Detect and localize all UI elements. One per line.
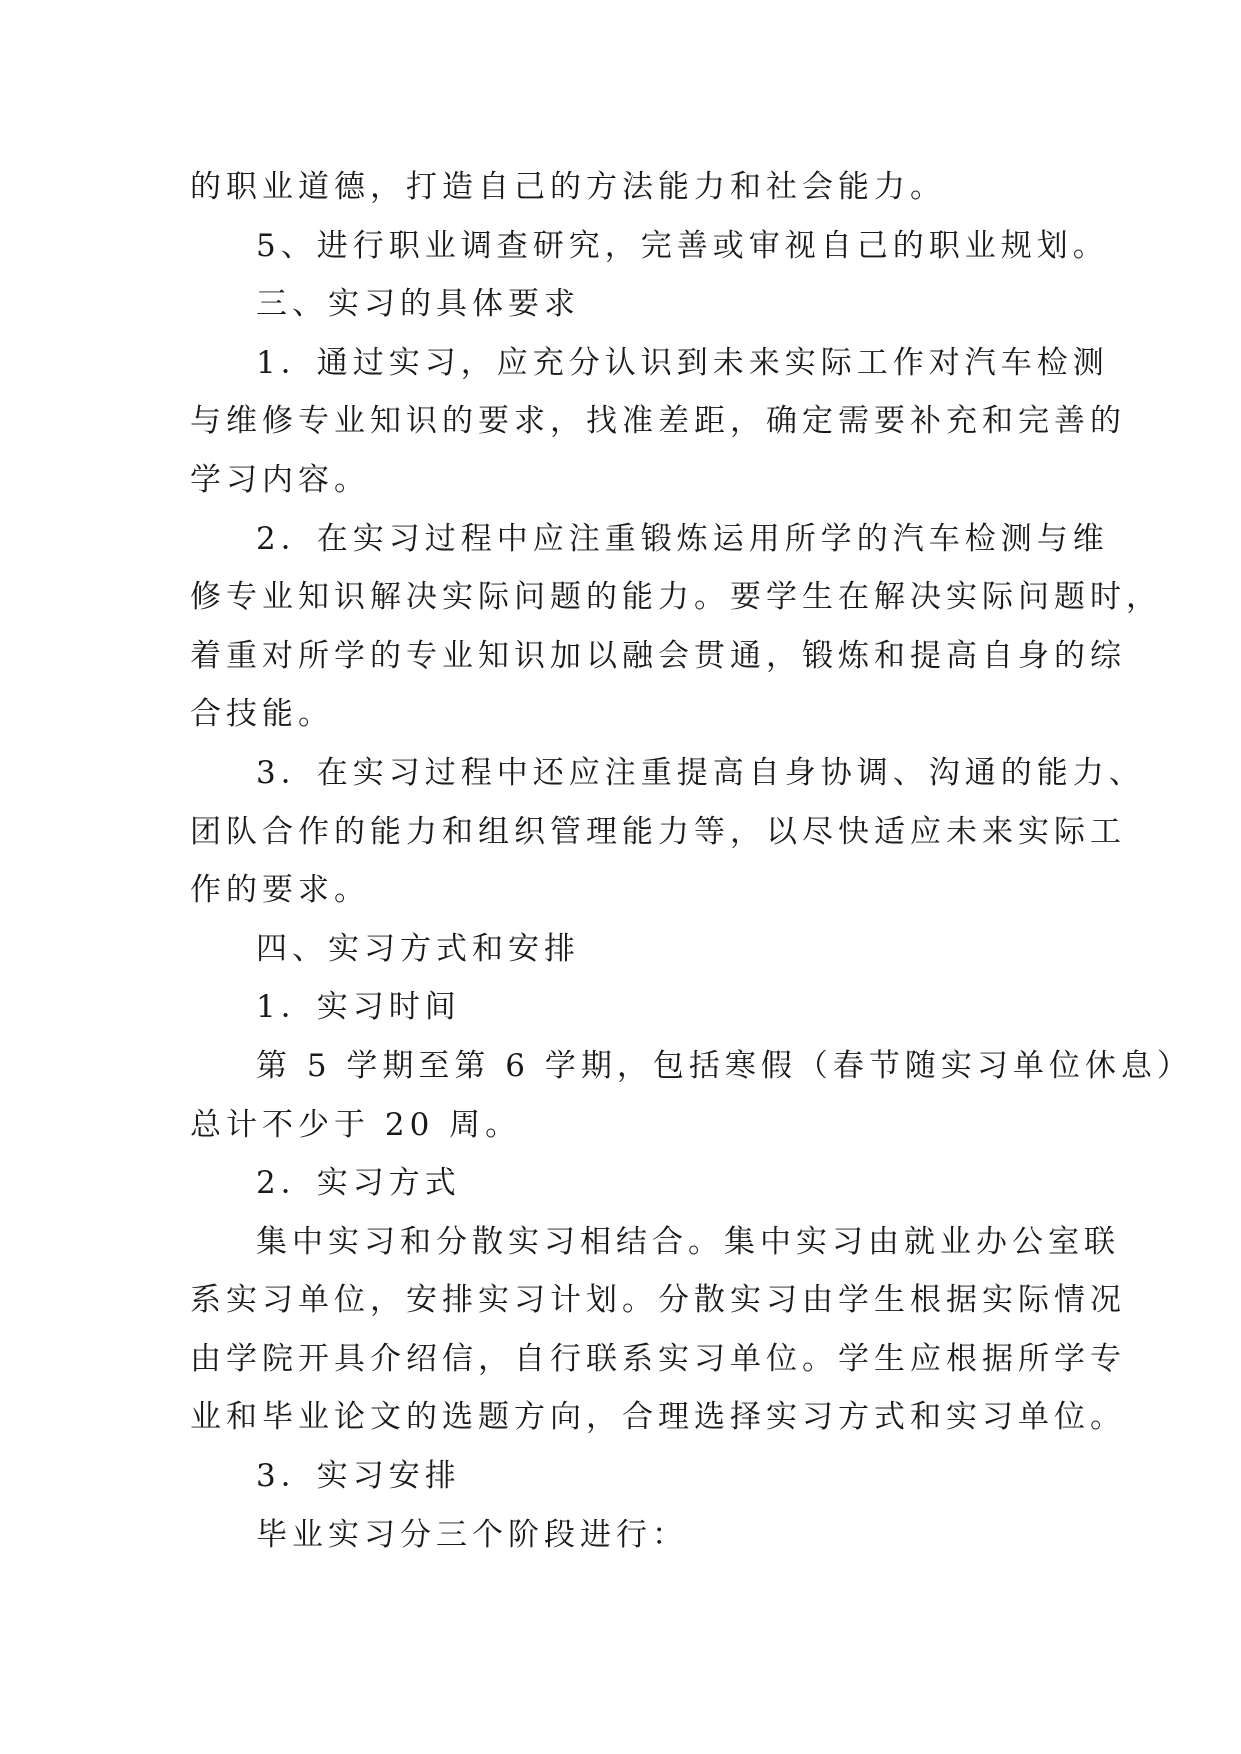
paragraph-line: 集中实习和分散实习相结合。集中实习由就业办公室联 — [256, 1223, 1120, 1260]
subsection-heading: 2．实习方式 — [256, 1165, 461, 1202]
paragraph-line: 着重对所学的专业知识加以融会贯通，锻炼和提高自身的综 — [190, 637, 1126, 674]
list-item-line: 5、进行职业调查研究，完善或审视自己的职业规划。 — [256, 227, 1109, 264]
section-heading: 三、实习的具体要求 — [256, 286, 580, 323]
list-item-line: 3．在实习过程中还应注重提高自身协调、沟通的能力、 — [256, 754, 1145, 791]
paragraph-line: 业和毕业论文的选题方向，合理选择实习方式和实习单位。 — [190, 1399, 1126, 1436]
paragraph-line: 修专业知识解决实际问题的能力。要学生在解决实际问题时， — [190, 579, 1162, 616]
list-item-line: 1．通过实习，应充分认识到未来实际工作对汽车检测 — [256, 344, 1109, 381]
paragraph-line: 由学院开具介绍信，自行联系实习单位。学生应根据所学专 — [190, 1340, 1126, 1377]
paragraph-line: 与维修专业知识的要求，找准差距，确定需要补充和完善的 — [190, 403, 1126, 440]
subsection-heading: 3．实习安排 — [256, 1458, 461, 1495]
paragraph-line: 作的要求。 — [190, 872, 370, 909]
paragraph-line: 总计不少于 20 周。 — [190, 1106, 522, 1143]
paragraph-line: 学习内容。 — [190, 461, 370, 498]
paragraph-line: 团队合作的能力和组织管理能力等，以尽快适应未来实际工 — [190, 813, 1126, 850]
paragraph-line: 毕业实习分三个阶段进行： — [256, 1516, 688, 1553]
document-body — [190, 158, 1193, 1564]
paragraph-line: 合技能。 — [190, 696, 334, 733]
paragraph-line: 第 5 学期至第 6 学期，包括寒假（春节随实习单位休息） — [256, 1047, 1193, 1084]
subsection-heading: 1．实习时间 — [256, 989, 461, 1026]
paragraph-line: 的职业道德，打造自己的方法能力和社会能力。 — [190, 169, 946, 205]
section-heading: 四、实习方式和安排 — [256, 930, 580, 967]
list-item-line: 2．在实习过程中应注重锻炼运用所学的汽车检测与维 — [256, 520, 1109, 557]
paragraph-line: 系实习单位，安排实习计划。分散实习由学生根据实际情况 — [190, 1282, 1126, 1319]
